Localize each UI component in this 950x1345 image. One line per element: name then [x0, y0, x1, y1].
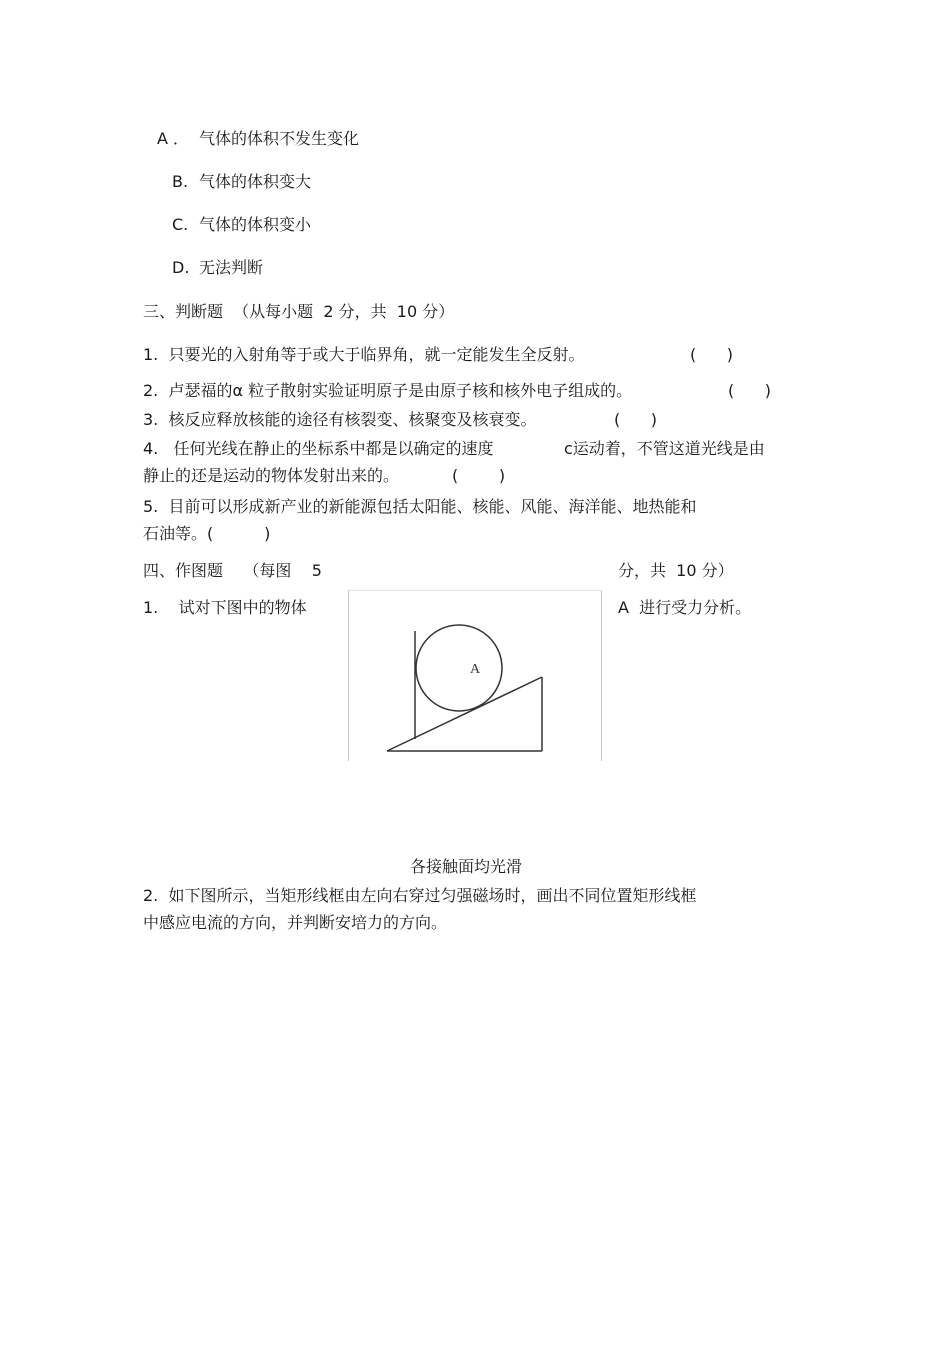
- option-a-label: A ．: [157, 129, 190, 148]
- ball-a: [416, 625, 502, 711]
- judge-item-5-line1: 5. 目前可以形成新产业的新能源包括太阳能、核能、风能、海洋能、地热能和: [143, 497, 697, 516]
- judge-item-4-line2: 静止的还是运动的物体发射出来的。: [143, 466, 400, 485]
- section4-heading-right: 分，共 10 分）: [618, 561, 734, 580]
- judge-item-5-line2: 石油等。( ): [143, 524, 271, 543]
- judge-item-2-text: 2. 卢瑟福的α 粒子散射实验证明原子是由原子核和核外电子组成的。: [143, 381, 633, 400]
- option-a-text: 气体的体积不发生变化: [199, 129, 360, 148]
- incline-figure: [348, 590, 602, 761]
- drawing-q1-left: 1. 试对下图中的物体: [143, 598, 307, 617]
- option-c-text: 气体的体积变小: [199, 215, 312, 234]
- section4-heading-left: 四、作图题 （每图 5: [143, 561, 322, 580]
- judge-item-2-blank: ( ): [728, 381, 771, 400]
- judge-item-3-blank: ( ): [614, 410, 657, 429]
- figure-caption: 各接触面均光滑: [410, 857, 523, 876]
- ball-label: A: [470, 662, 481, 677]
- incline-surface: [387, 677, 542, 751]
- option-b-text: 气体的体积变大: [199, 172, 312, 191]
- option-d-label: D.: [172, 258, 190, 277]
- judge-item-3-text: 3. 核反应释放核能的途径有核裂变、核聚变及核衰变。: [143, 410, 537, 429]
- drawing-q2-line1: 2. 如下图所示，当矩形线框由左向右穿过匀强磁场时，画出不同位置矩形线框: [143, 886, 697, 905]
- judge-item-4-blank: ( ): [452, 466, 506, 485]
- judge-item-4-line1b: c运动着，不管这道光线是由: [564, 439, 765, 458]
- option-d-text: 无法判断: [199, 258, 264, 277]
- option-b-label: B.: [172, 172, 189, 191]
- option-c-label: C.: [172, 215, 189, 234]
- drawing-q1-right: A 进行受力分析。: [618, 598, 752, 617]
- judge-item-1-text: 1. 只要光的入射角等于或大于临界角，就一定能发生全反射。: [143, 345, 585, 364]
- judge-item-1-blank: ( ): [690, 345, 733, 364]
- judge-item-4-line1a: 4. 任何光线在静止的坐标系中都是以确定的速度: [143, 439, 494, 458]
- drawing-q2-line2: 中感应电流的方向，并判断安培力的方向。: [143, 913, 448, 932]
- section3-heading: 三、判断题 （从每小题 2 分，共 10 分）: [143, 302, 455, 321]
- incline-diagram: [349, 591, 601, 761]
